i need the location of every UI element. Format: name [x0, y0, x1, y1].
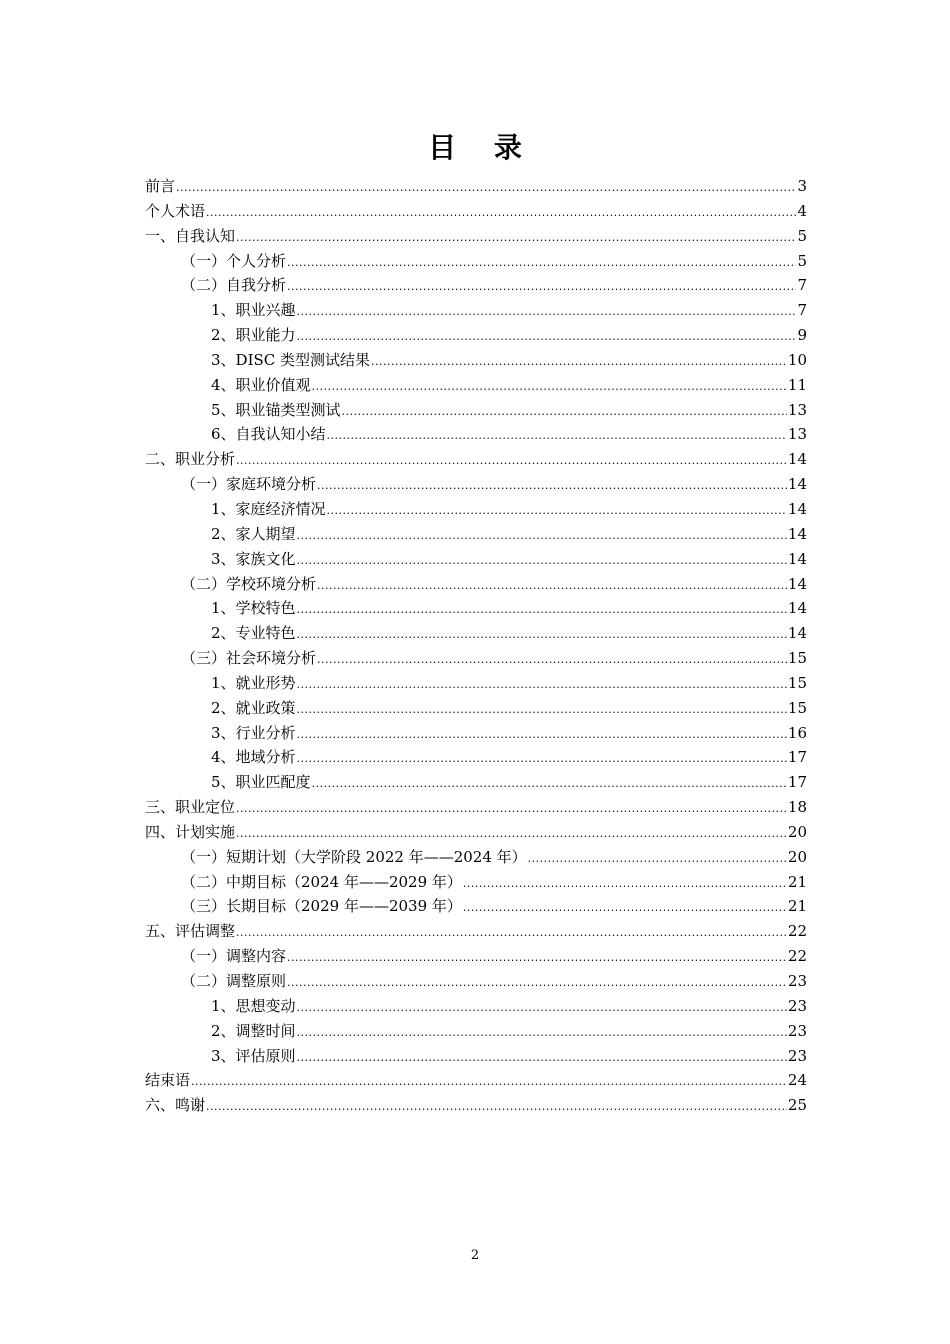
- toc-dot-leader: [297, 996, 787, 1021]
- toc-entry-label: 1、就业形势: [211, 673, 296, 692]
- toc-entry[interactable]: [145, 919, 807, 944]
- toc-entry-label: （二）学校环境分析: [181, 574, 317, 593]
- toc-dot-leader: [297, 723, 787, 748]
- toc-entry-page: 22: [787, 947, 807, 966]
- toc-entry[interactable]: [145, 795, 807, 820]
- toc-entry[interactable]: [145, 373, 807, 398]
- toc-entry[interactable]: [145, 323, 807, 348]
- toc-entry[interactable]: [145, 969, 807, 994]
- toc-entry-label: 二、职业分析: [145, 450, 236, 469]
- toc-entry-label: 5、职业锚类型测试: [211, 400, 341, 419]
- toc-dot-leader: [317, 574, 787, 599]
- page-number: 2: [470, 1248, 480, 1263]
- toc-dot-leader: [327, 424, 787, 449]
- toc-dot-leader: [312, 772, 787, 797]
- toc-dot-leader: [297, 673, 787, 698]
- toc-entry-label: 4、职业价值观: [211, 375, 311, 394]
- toc-entry-label: 3、家族文化: [211, 549, 296, 568]
- toc-entry-label: （一）家庭环境分析: [181, 475, 317, 494]
- toc-entry-label: （二）调整原则: [181, 972, 287, 990]
- toc-entry-page: 14: [787, 624, 807, 643]
- toc-entry[interactable]: [145, 224, 807, 249]
- toc-entry-label: 3、DISC 类型测试结果: [211, 350, 371, 369]
- toc-entry-label: 个人术语: [145, 201, 206, 220]
- toc-dot-leader: [463, 896, 787, 921]
- toc-entry-page: 15: [787, 673, 807, 692]
- toc-entry-label: （一）个人分析: [181, 251, 287, 270]
- toc-dot-leader: [297, 747, 787, 772]
- toc-entry[interactable]: [145, 845, 807, 870]
- toc-entry[interactable]: [145, 870, 807, 895]
- toc-entry-label: 4、地域分析: [211, 748, 296, 767]
- toc-dot-leader: [297, 623, 787, 648]
- toc-entry[interactable]: [145, 522, 807, 547]
- toc-entry-label: （三）长期目标（2029 年——2039 年）: [181, 897, 462, 916]
- toc-entry-page: 23: [787, 996, 807, 1015]
- toc-entry-label: 6、自我认知小结: [211, 425, 326, 444]
- toc-dot-leader: [371, 350, 787, 375]
- toc-entry-label: 3、行业分析: [211, 723, 296, 742]
- toc-entry-label: （三）社会环境分析: [181, 649, 317, 668]
- toc-entry-page: 7: [797, 276, 807, 295]
- toc-entry-page: 5: [797, 226, 807, 245]
- toc-entry[interactable]: [145, 894, 807, 919]
- toc-entry[interactable]: [145, 547, 807, 572]
- toc-dot-leader: [297, 698, 787, 723]
- toc-dot-leader: [342, 400, 787, 425]
- toc-entry[interactable]: [145, 646, 807, 671]
- toc-dot-leader: [191, 1070, 787, 1095]
- toc-entry[interactable]: [145, 820, 807, 845]
- toc-dot-leader: [528, 847, 787, 872]
- toc-entry[interactable]: [145, 249, 807, 274]
- toc-entry-label: 四、计划实施: [145, 822, 236, 841]
- toc-entry[interactable]: [145, 994, 807, 1019]
- toc-entry[interactable]: [145, 770, 807, 795]
- toc-entry[interactable]: [145, 174, 807, 199]
- toc-entry-page: 14: [787, 524, 807, 543]
- toc-entry[interactable]: [145, 199, 807, 224]
- toc-entry[interactable]: [145, 1068, 807, 1093]
- toc-entry-label: 1、思想变动: [211, 996, 296, 1015]
- toc-dot-leader: [297, 300, 797, 325]
- toc-entry-label: 2、家人期望: [211, 524, 296, 543]
- toc-entry-page: 25: [787, 1096, 807, 1115]
- toc-entry-page: 20: [787, 847, 807, 866]
- toc-entry-page: 14: [787, 450, 807, 469]
- toc-dot-leader: [236, 822, 787, 847]
- toc-entry-page: 14: [787, 599, 807, 618]
- toc-dot-leader: [287, 275, 796, 300]
- toc-dot-leader: [206, 201, 796, 226]
- toc-entry-label: 五、评估调整: [145, 922, 236, 941]
- toc-dot-leader: [297, 1021, 787, 1046]
- toc-entry[interactable]: [145, 447, 807, 472]
- toc-entry-page: 14: [787, 574, 807, 593]
- toc-dot-leader: [236, 921, 787, 946]
- toc-dot-leader: [312, 375, 787, 400]
- toc-entry[interactable]: [145, 745, 807, 770]
- toc-dot-leader: [297, 524, 787, 549]
- toc-entry-page: 24: [787, 1071, 807, 1090]
- toc-entry-page: 18: [787, 798, 807, 817]
- toc-entry[interactable]: [145, 572, 807, 597]
- toc-entry-label: 2、专业特色: [211, 624, 296, 643]
- toc-entry-label: 5、职业匹配度: [211, 773, 311, 792]
- toc-entry-label: （一）调整内容: [181, 947, 287, 966]
- toc-entry-label: 1、职业兴趣: [211, 301, 296, 320]
- toc-entry[interactable]: [145, 497, 807, 522]
- toc-entry-page: 20: [787, 822, 807, 841]
- toc-entry-label: 2、就业政策: [211, 698, 296, 717]
- toc-entry[interactable]: [145, 398, 807, 423]
- toc-entry-label: 前言: [145, 177, 176, 195]
- toc-dot-leader: [297, 598, 787, 623]
- toc-entry[interactable]: [145, 944, 807, 969]
- toc-entry[interactable]: [145, 348, 807, 373]
- toc-entry-label: 三、职业定位: [145, 798, 236, 817]
- toc-entry-label: 1、学校特色: [211, 599, 296, 618]
- toc-entry[interactable]: [145, 422, 807, 447]
- toc-entry[interactable]: [145, 1044, 807, 1069]
- toc-entry[interactable]: [145, 596, 807, 621]
- toc-entry-page: 9: [797, 326, 807, 345]
- toc-dot-leader: [317, 474, 787, 499]
- toc-dot-leader: [236, 449, 787, 474]
- toc-entry-page: 7: [797, 301, 807, 320]
- toc-dot-leader: [297, 1046, 787, 1071]
- toc-entry-page: 11: [787, 375, 807, 394]
- toc-dot-leader: [297, 325, 797, 350]
- toc-entry-page: 23: [787, 1021, 807, 1040]
- toc-entry[interactable]: [145, 1093, 807, 1118]
- toc-entry-page: 15: [787, 698, 807, 717]
- toc-entry-label: 六、鸣谢: [145, 1096, 206, 1115]
- toc-entry[interactable]: [145, 621, 807, 646]
- toc-entry-label: 1、家庭经济情况: [211, 499, 326, 518]
- toc-entry-page: 13: [787, 425, 807, 444]
- toc-entry-page: 5: [797, 251, 807, 270]
- page-title: 目 录: [428, 131, 536, 164]
- toc-entry-page: 23: [787, 972, 807, 990]
- toc-entry-label: （一）短期计划（大学阶段 2022 年——2024 年）: [181, 847, 527, 866]
- toc-entry-page: 16: [787, 723, 807, 742]
- toc-dot-leader: [287, 251, 796, 276]
- toc-dot-leader: [297, 549, 787, 574]
- toc-entry-page: 23: [787, 1046, 807, 1065]
- toc-dot-leader: [236, 797, 787, 822]
- toc-entry[interactable]: [145, 721, 807, 746]
- toc-entry[interactable]: [145, 472, 807, 497]
- toc-dot-leader: [287, 971, 787, 996]
- toc-entry-page: 10: [787, 350, 807, 369]
- toc-entry-page: 15: [787, 649, 807, 668]
- toc-entry[interactable]: [145, 298, 807, 323]
- toc-entry-page: 3: [797, 177, 807, 195]
- toc-dot-leader: [236, 226, 796, 251]
- toc-entry-page: 22: [787, 922, 807, 941]
- toc-entry-page: 21: [787, 872, 807, 891]
- toc-dot-leader: [327, 499, 787, 524]
- toc-entry-label: 一、自我认知: [145, 226, 236, 245]
- toc-entry-page: 17: [787, 748, 807, 767]
- toc-entry[interactable]: [145, 671, 807, 696]
- toc-entry-label: （二）自我分析: [181, 276, 287, 295]
- toc-entry[interactable]: [145, 273, 807, 298]
- table-of-contents: [145, 174, 807, 1118]
- toc-entry-page: 14: [787, 549, 807, 568]
- toc-entry-page: 21: [787, 897, 807, 916]
- toc-entry-page: 14: [787, 475, 807, 494]
- toc-entry[interactable]: [145, 696, 807, 721]
- toc-dot-leader: [317, 648, 787, 673]
- toc-entry-page: 14: [787, 499, 807, 518]
- toc-dot-leader: [206, 1095, 787, 1120]
- toc-dot-leader: [463, 872, 787, 897]
- toc-entry-label: 2、调整时间: [211, 1021, 296, 1040]
- toc-entry-label: （二）中期目标（2024 年——2029 年）: [181, 872, 462, 891]
- toc-entry-page: 4: [797, 201, 807, 220]
- toc-entry[interactable]: [145, 1019, 807, 1044]
- toc-dot-leader: [176, 176, 796, 201]
- toc-entry-label: 2、职业能力: [211, 326, 296, 345]
- toc-entry-page: 13: [787, 400, 807, 419]
- toc-entry-label: 结束语: [145, 1071, 191, 1090]
- toc-entry-page: 17: [787, 773, 807, 792]
- toc-entry-label: 3、评估原则: [211, 1046, 296, 1065]
- toc-dot-leader: [287, 946, 787, 971]
